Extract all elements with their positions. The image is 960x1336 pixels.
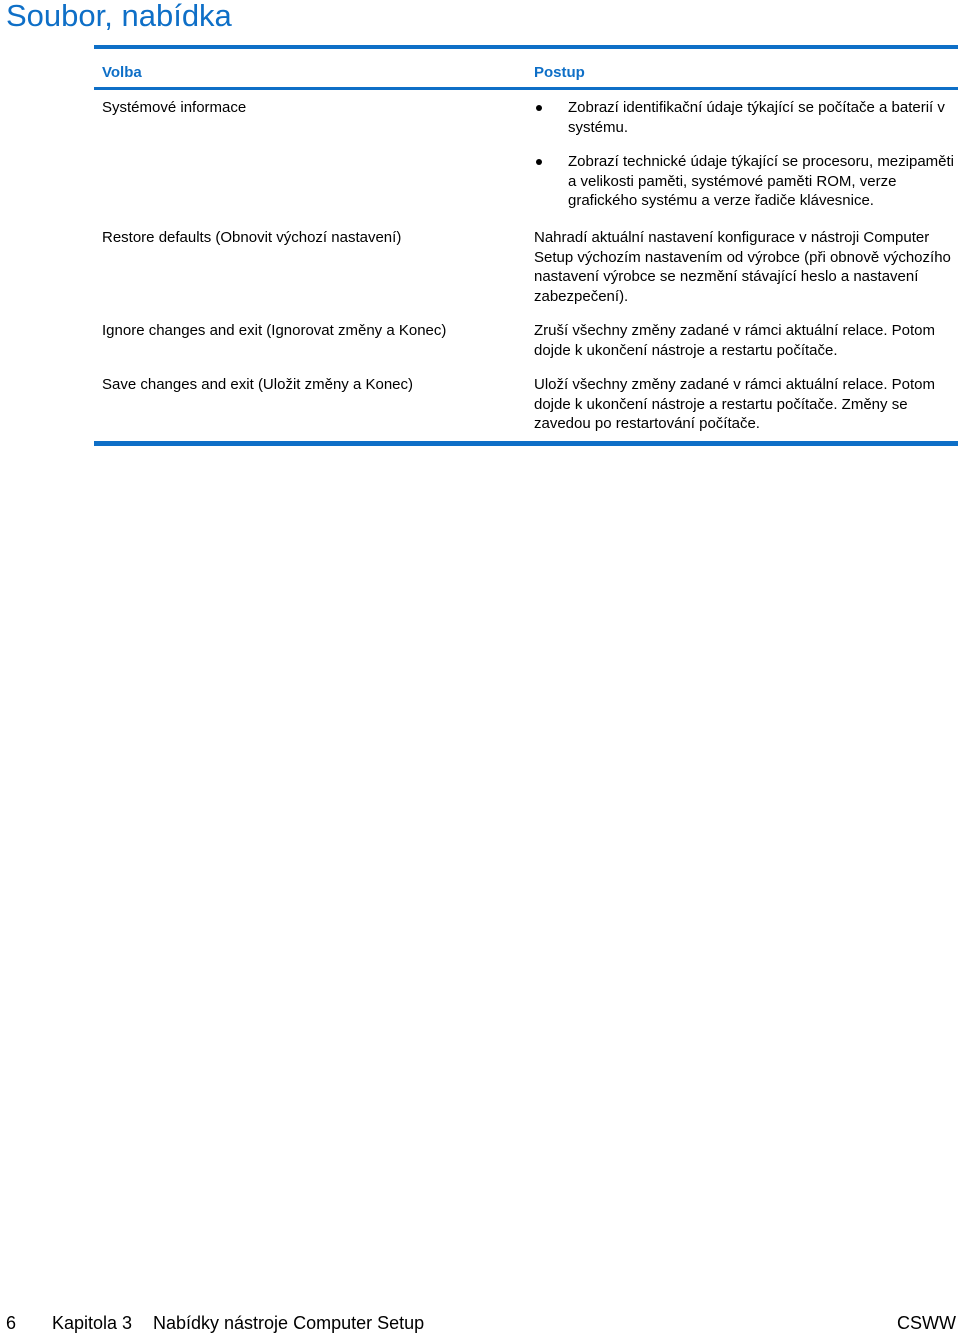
header-procedure: Postup <box>534 64 585 81</box>
row-option-label: Systémové informace <box>102 99 247 116</box>
chapter-title: Nabídky nástroje Computer Setup <box>153 1313 425 1333</box>
row-procedure: Nahradí aktuální nastavení konfigurace v nástroji Computer Setup výchozím nastavením od výrobce (při obnově výchozího nastavení výrobce se nezmění stávající heslo a nastavení zabezpečení). <box>534 229 951 305</box>
bullet-icon <box>536 105 542 111</box>
page-number: 6 <box>6 1313 17 1333</box>
table-bottom-rule <box>94 441 958 446</box>
row-procedure: Uloží všechny změny zadané v rámci aktuální relace. Potom dojde k ukončení nástroje a restartu počítače. Změny se zavedou po restartování počítače. <box>534 376 936 432</box>
table-header-rule <box>94 87 958 90</box>
options-table <box>94 45 958 432</box>
row-procedure: Zruší všechny změny zadané v rámci aktuální relace. Potom dojde k ukončení nástroje a restartu počítače. <box>534 322 936 359</box>
row-option-label: Restore defaults (Obnovit výchozí nastavení) <box>102 229 402 246</box>
list-item <box>534 152 954 211</box>
chapter-label: Kapitola 3 <box>52 1313 133 1333</box>
page-title: Soubor, nabídka <box>6 0 232 33</box>
doc-code: CSWW <box>897 1313 956 1333</box>
row-option-label: Ignore changes and exit (Ignorovat změny a Konec) <box>102 322 447 339</box>
bullet-icon <box>536 159 542 165</box>
table-header-row <box>94 49 958 87</box>
bullet-text: Zobrazí technické údaje týkající se procesoru, mezipaměti a velikosti paměti, systémové paměti ROM, verze grafického systému a verze řadiče klávesnice. <box>568 153 955 209</box>
row-option-label: Save changes and exit (Uložit změny a Konec) <box>102 376 413 393</box>
header-option: Volba <box>102 64 142 81</box>
page-footer <box>0 1310 960 1336</box>
bullet-list <box>534 98 954 211</box>
row-procedure <box>534 98 954 226</box>
list-item <box>534 98 954 137</box>
bullet-text: Zobrazí identifikační údaje týkající se počítače a baterií v systému. <box>568 99 945 136</box>
